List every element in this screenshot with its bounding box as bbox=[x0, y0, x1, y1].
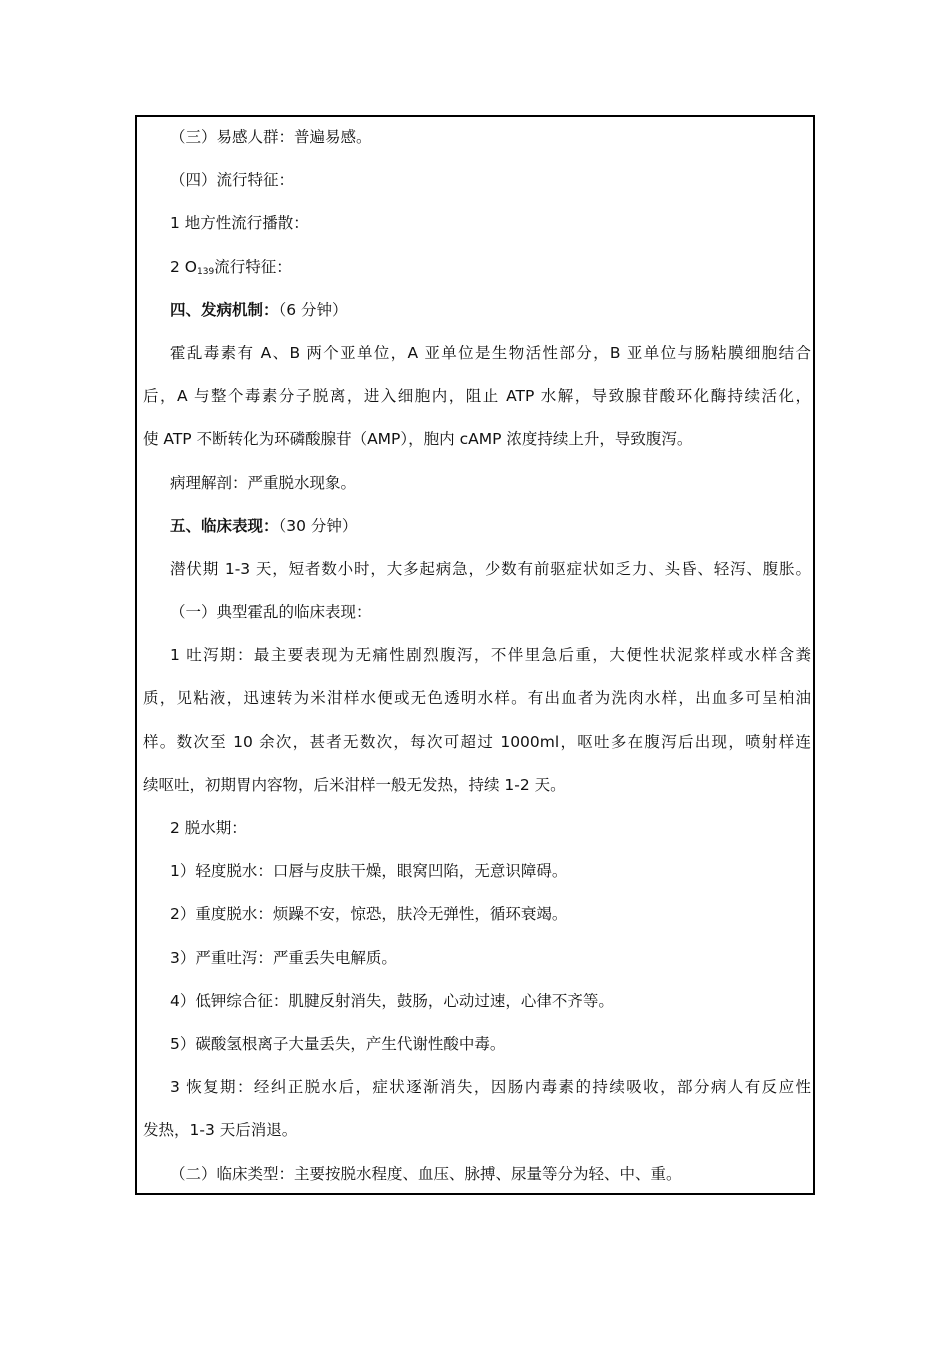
text-line: （二）临床类型：主要按脱水程度、血压、脉搏、尿量等分为轻、中、重。 bbox=[170, 1164, 682, 1183]
text-line: 2 脱水期： bbox=[170, 819, 247, 837]
text-line: （三）易感人群：普遍易感。 bbox=[170, 128, 372, 146]
text-line: 发热，1-3 天后消退。 bbox=[143, 1121, 298, 1140]
text-line: 3 恢复期：经纠正脱水后，症状逐渐消失，因肠内毒素的持续吸收，部分病人有反应性 bbox=[170, 1078, 811, 1097]
text-line: 3）严重吐泻：严重丢失电解质。 bbox=[170, 948, 397, 967]
text-line: 2）重度脱水：烦躁不安，惊恐，肤冷无弹性，循环衰竭。 bbox=[170, 905, 568, 924]
text-line: 后，A 与整个毒素分子脱离，进入细胞内，阻止 ATP 水解，导致腺苷酸环化酶持续活化， bbox=[143, 387, 811, 406]
text-line: 霍乱毒素有 A、B 两个亚单位，A 亚单位是生物活性部分，B 亚单位与肠粘膜细胞结合 bbox=[170, 343, 811, 362]
text-line: 1 吐泻期：最主要表现为无痛性剧烈腹泻，不伴里急后重，大便性状泥浆样或水样含粪 bbox=[170, 646, 811, 665]
text-line bbox=[143, 246, 811, 289]
heading-duration: （6 分钟） bbox=[278, 300, 348, 319]
heading-bold: 四、发病机制： bbox=[170, 300, 279, 319]
text-segment: 流行特征： bbox=[214, 257, 292, 276]
section-heading bbox=[143, 289, 811, 332]
heading-duration: （30 分钟） bbox=[278, 516, 358, 535]
text-line: 1 地方性流行播散： bbox=[170, 214, 309, 233]
text-line: 病理解剖：严重脱水现象。 bbox=[170, 473, 357, 492]
text-line: （四）流行特征： bbox=[170, 171, 295, 190]
text-line: 续呕吐，初期胃内容物，后米泔样一般无发热，持续 1-2 天。 bbox=[143, 775, 566, 794]
heading-bold: 五、临床表现： bbox=[170, 516, 279, 535]
text-line: 5）碳酸氢根离子大量丢失，产生代谢性酸中毒。 bbox=[170, 1034, 506, 1053]
text-segment: 2 O bbox=[170, 257, 197, 276]
text-line: 1）轻度脱水：口唇与皮肤干燥，眼窝凹陷，无意识障碍。 bbox=[170, 862, 568, 881]
text-line: 质，见粘液，迅速转为米泔样水便或无色透明水样。有出血者为洗肉水样，出血多可呈柏油 bbox=[143, 689, 811, 708]
subscript: 139 bbox=[197, 266, 215, 277]
text-line: 样。数次至 10 余次，甚者无数次，每次可超过 1000ml，呕吐多在腹泻后出现，喷射样连 bbox=[143, 732, 811, 751]
text-line: 4）低钾综合征：肌腱反射消失，鼓肠，心动过速，心律不齐等。 bbox=[170, 991, 614, 1010]
text-line: （一）典型霍乱的临床表现： bbox=[170, 603, 372, 622]
document-body bbox=[143, 116, 811, 1196]
text-line: 潜伏期 1-3 天，短者数小时，大多起病急，少数有前驱症状如乏力、头昏、轻泻、腹胀。 bbox=[170, 559, 811, 578]
text-line: 使 ATP 不断转化为环磷酸腺苷（AMP），胞内 cAMP 浓度持续上升，导致腹泻。 bbox=[143, 430, 693, 449]
section-heading bbox=[143, 505, 811, 548]
